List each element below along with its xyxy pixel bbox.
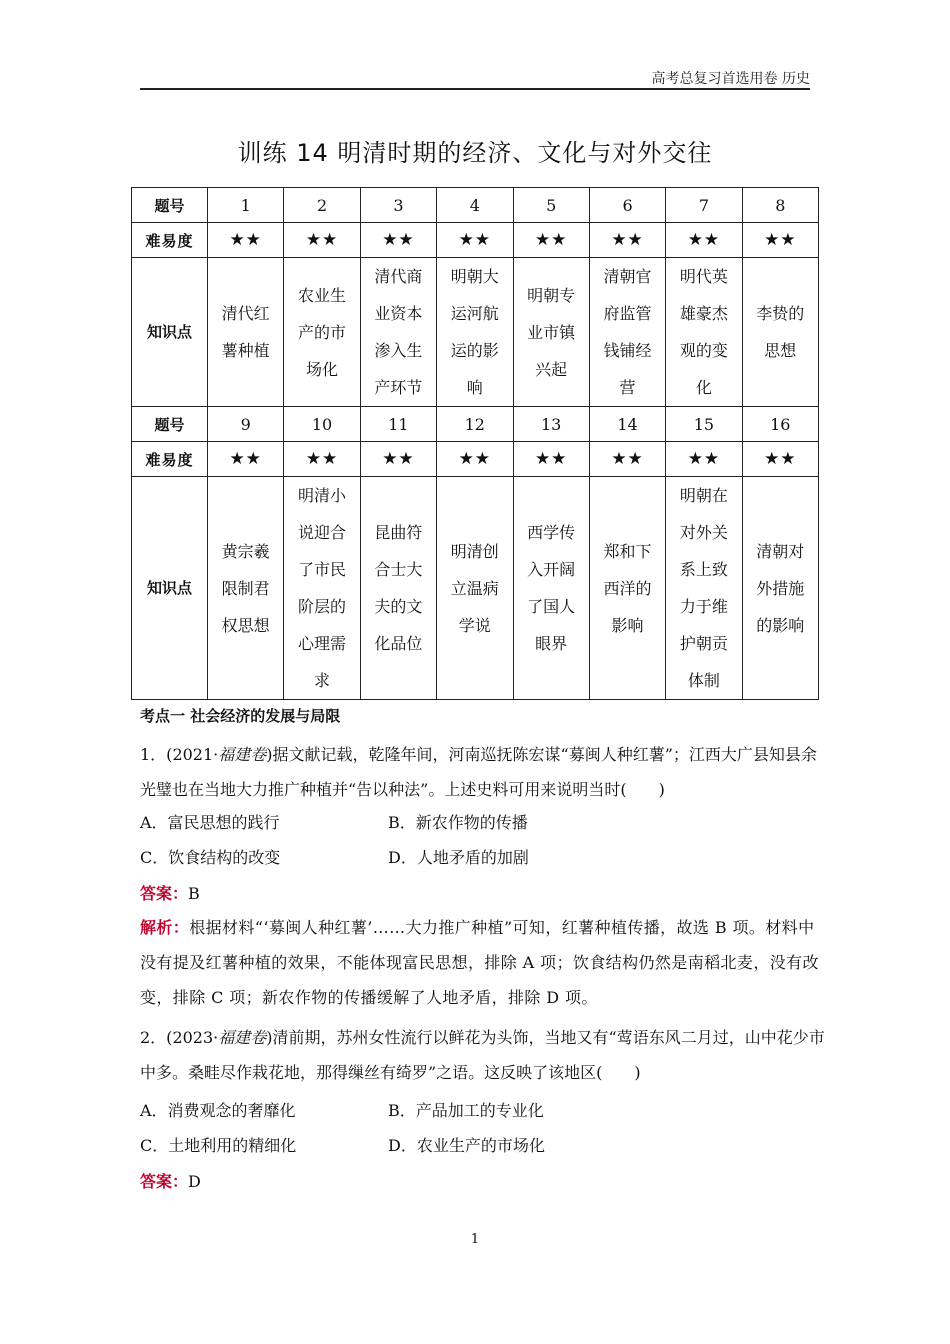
knowledge-point-line: 郑和下 bbox=[603, 541, 652, 561]
knowledge-point-line: 观的变 bbox=[679, 341, 728, 360]
knowledge-point-cell bbox=[589, 258, 665, 407]
knowledge-point-line: 运河航 bbox=[450, 304, 499, 323]
knowledge-point-line: 场化 bbox=[306, 359, 339, 379]
knowledge-point-line: 夫的文 bbox=[374, 597, 423, 616]
knowledge-point-cell bbox=[208, 477, 284, 700]
q2-option-b[interactable]: B．产品加工的专业化 bbox=[388, 1101, 544, 1120]
table-row-knowledge-point bbox=[132, 477, 819, 700]
knowledge-point-line: 的影响 bbox=[756, 615, 805, 635]
knowledge-point-line: 西洋的 bbox=[603, 578, 652, 598]
question-number-cell: 10 bbox=[284, 407, 360, 442]
q2-source: 福建卷 bbox=[218, 1028, 267, 1047]
q2-stem: )清前期，苏州女性流行以鲜花为头饰，当地又有“莺语东风二月过，山中花少市中多。桑畦尽作栽花地，那得缫丝有绮罗”之语。这反映了该地区( ) bbox=[140, 1028, 825, 1082]
question-number-cell: 4 bbox=[437, 188, 513, 223]
label-knowledge-point: 知识点 bbox=[132, 477, 208, 700]
q2-options-row-2 bbox=[140, 1133, 545, 1156]
knowledge-point-cell bbox=[437, 258, 513, 407]
knowledge-point-line: 明朝专 bbox=[527, 285, 576, 305]
knowledge-point-line: 说迎合 bbox=[298, 523, 347, 542]
knowledge-point-line: 力于维 bbox=[679, 597, 728, 616]
label-question-number: 题号 bbox=[132, 188, 208, 223]
knowledge-point-line: 眼界 bbox=[535, 634, 568, 653]
knowledge-point-line: 渗入生 bbox=[374, 341, 423, 360]
q1-option-d[interactable]: D．人地矛盾的加剧 bbox=[388, 848, 529, 867]
q2-num: 2．( bbox=[140, 1028, 173, 1047]
knowledge-point-line: 了国人 bbox=[527, 597, 576, 616]
knowledge-point-line: 运的影 bbox=[450, 341, 499, 360]
question-number-cell: 14 bbox=[589, 407, 665, 442]
knowledge-point-line: 昆曲符 bbox=[374, 523, 423, 542]
knowledge-point-cell bbox=[742, 258, 818, 407]
q1-explanation bbox=[140, 910, 830, 1015]
knowledge-point-line: 外措施 bbox=[756, 578, 805, 598]
running-header: 高考总复习首选用卷 历史 bbox=[651, 71, 810, 87]
page-title: 训练 14 明清时期的经济、文化与对外交往 bbox=[237, 139, 713, 167]
q2-option-c[interactable]: C．土地利用的精细化 bbox=[140, 1136, 297, 1155]
question-number-cell: 6 bbox=[589, 188, 665, 223]
difficulty-stars-cell: ★★ bbox=[589, 442, 665, 477]
question-number-cell: 7 bbox=[666, 188, 742, 223]
knowledge-point-line: 护朝贡 bbox=[679, 634, 728, 653]
question-1 bbox=[140, 737, 830, 807]
knowledge-point-line: 清代红 bbox=[221, 304, 270, 323]
q2-year: 2023· bbox=[172, 1028, 219, 1047]
knowledge-point-line: 思想 bbox=[764, 341, 797, 360]
difficulty-stars-cell: ★★ bbox=[437, 442, 513, 477]
difficulty-stars-cell: ★★ bbox=[513, 223, 589, 258]
q1-source: 福建卷 bbox=[218, 745, 267, 764]
difficulty-stars-cell: ★★ bbox=[742, 442, 818, 477]
knowledge-point-line: 清朝官 bbox=[603, 267, 652, 286]
q1-explanation-label: 解析： bbox=[140, 918, 190, 937]
header-rule bbox=[140, 88, 810, 90]
knowledge-point-line: 明清创 bbox=[450, 541, 499, 561]
knowledge-point-line: 产环节 bbox=[374, 378, 423, 397]
question-number-cell: 3 bbox=[360, 188, 436, 223]
knowledge-point-line: 李贽的 bbox=[756, 304, 805, 323]
q1-answer-value: B bbox=[188, 884, 200, 903]
difficulty-stars-cell: ★★ bbox=[742, 223, 818, 258]
knowledge-point-line: 西学传 bbox=[527, 523, 576, 542]
knowledge-point-line: 权思想 bbox=[221, 615, 270, 635]
q2-answer-value: D bbox=[188, 1172, 201, 1191]
difficulty-stars-cell: ★★ bbox=[284, 442, 360, 477]
q1-num: 1．( bbox=[140, 745, 173, 764]
q1-answer bbox=[140, 881, 200, 904]
knowledge-point-line: 业资本 bbox=[374, 304, 423, 323]
q1-explanation-text: 根据材料“‘募闽人种红薯’……大力推广种植”可知，红薯种植传播，故选 B 项。材料中没有提及红薯种植的效果，不能体现富民思想，排除 A 项；饮食结构仍然是南稻北麦，没有改变，排除 C 项；新农作物的传播缓解了人地矛盾，排除 D 项。 bbox=[140, 918, 819, 1007]
knowledge-point-line: 化品位 bbox=[374, 634, 423, 653]
q2-option-d[interactable]: D．农业生产的市场化 bbox=[388, 1136, 545, 1155]
question-number-cell: 2 bbox=[284, 188, 360, 223]
q2-answer-label: 答案： bbox=[140, 1172, 189, 1191]
knowledge-point-line: 明朝大 bbox=[450, 267, 499, 286]
q1-option-c[interactable]: C．饮食结构的改变 bbox=[140, 848, 281, 867]
knowledge-point-line: 薯种植 bbox=[221, 341, 270, 360]
knowledge-point-line: 钱铺经 bbox=[603, 341, 652, 360]
knowledge-point-line: 立温病 bbox=[450, 578, 499, 598]
knowledge-point-line: 产的市 bbox=[298, 322, 347, 342]
knowledge-point-line: 影响 bbox=[611, 615, 644, 635]
knowledge-point-line: 营 bbox=[619, 378, 636, 397]
knowledge-point-line: 明代英 bbox=[679, 267, 728, 286]
knowledge-point-cell bbox=[666, 477, 742, 700]
label-knowledge-point: 知识点 bbox=[132, 258, 208, 407]
question-number-cell: 5 bbox=[513, 188, 589, 223]
knowledge-point-line: 限制君 bbox=[221, 578, 270, 598]
difficulty-stars-cell: ★★ bbox=[513, 442, 589, 477]
q1-options-row-2 bbox=[140, 845, 529, 868]
q1-option-b[interactable]: B．新农作物的传播 bbox=[388, 813, 528, 832]
difficulty-stars-cell: ★★ bbox=[437, 223, 513, 258]
table-row-number bbox=[132, 188, 819, 223]
table-row-difficulty bbox=[132, 223, 819, 258]
label-question-number: 题号 bbox=[132, 407, 208, 442]
knowledge-point-line: 雄豪杰 bbox=[679, 304, 728, 323]
knowledge-point-line: 清代商 bbox=[374, 267, 423, 286]
knowledge-point-line: 兴起 bbox=[535, 359, 568, 379]
knowledge-point-cell bbox=[666, 258, 742, 407]
difficulty-stars-cell: ★★ bbox=[208, 223, 284, 258]
difficulty-stars-cell: ★★ bbox=[589, 223, 665, 258]
knowledge-point-cell bbox=[208, 258, 284, 407]
question-number-cell: 13 bbox=[513, 407, 589, 442]
difficulty-stars-cell: ★★ bbox=[208, 442, 284, 477]
difficulty-stars-cell: ★★ bbox=[284, 223, 360, 258]
label-difficulty: 难易度 bbox=[132, 223, 208, 258]
knowledge-point-table bbox=[131, 187, 819, 700]
q1-options-row-1 bbox=[140, 810, 528, 833]
knowledge-point-line: 了市民 bbox=[298, 560, 347, 579]
q1-stem: )据文献记载，乾隆年间，河南巡抚陈宏谋“募闽人种红薯”；江西大广县知县余光璧也在当地大力推广种植并“告以种法”。上述史料可用来说明当时( ) bbox=[140, 745, 817, 799]
question-2 bbox=[140, 1020, 830, 1090]
q2-answer bbox=[140, 1169, 201, 1192]
question-number-cell: 12 bbox=[437, 407, 513, 442]
section-heading: 考点一 社会经济的发展与局限 bbox=[140, 707, 341, 725]
knowledge-point-line: 业市镇 bbox=[527, 322, 576, 342]
knowledge-point-line: 清朝对 bbox=[756, 541, 805, 561]
knowledge-point-line: 体制 bbox=[687, 671, 720, 690]
q2-option-a[interactable]: A．消费观念的奢靡化 bbox=[140, 1101, 296, 1120]
knowledge-point-cell bbox=[284, 258, 360, 407]
knowledge-point-cell bbox=[284, 477, 360, 700]
q1-year: 2021· bbox=[172, 745, 219, 764]
knowledge-point-cell bbox=[742, 477, 818, 700]
difficulty-stars-cell: ★★ bbox=[360, 442, 436, 477]
knowledge-point-line: 黄宗羲 bbox=[221, 541, 270, 561]
question-number-cell: 1 bbox=[208, 188, 284, 223]
knowledge-point-line: 系上致 bbox=[679, 560, 728, 579]
question-number-cell: 11 bbox=[360, 407, 436, 442]
knowledge-point-line: 阶层的 bbox=[298, 597, 347, 616]
knowledge-point-line: 响 bbox=[466, 378, 483, 397]
knowledge-point-line: 求 bbox=[314, 671, 331, 690]
knowledge-point-cell bbox=[513, 258, 589, 407]
table-row-difficulty bbox=[132, 442, 819, 477]
difficulty-stars-cell: ★★ bbox=[666, 223, 742, 258]
question-number-cell: 16 bbox=[742, 407, 818, 442]
knowledge-point-line: 明朝在 bbox=[679, 486, 728, 505]
knowledge-point-cell bbox=[437, 477, 513, 700]
knowledge-point-line: 明清小 bbox=[298, 486, 347, 505]
label-difficulty: 难易度 bbox=[132, 442, 208, 477]
knowledge-point-cell bbox=[589, 477, 665, 700]
difficulty-stars-cell: ★★ bbox=[666, 442, 742, 477]
q2-options-row-1 bbox=[140, 1098, 544, 1121]
knowledge-point-line: 对外关 bbox=[679, 523, 728, 542]
knowledge-point-cell bbox=[513, 477, 589, 700]
knowledge-point-line: 学说 bbox=[458, 615, 491, 635]
q1-option-a[interactable]: A．富民思想的践行 bbox=[140, 813, 280, 832]
knowledge-point-line: 合士大 bbox=[374, 560, 423, 579]
knowledge-point-cell bbox=[360, 477, 436, 700]
question-number-cell: 8 bbox=[742, 188, 818, 223]
q1-answer-label: 答案： bbox=[140, 884, 189, 903]
table-row-number bbox=[132, 407, 819, 442]
knowledge-point-line: 化 bbox=[695, 378, 712, 397]
knowledge-point-line: 心理需 bbox=[298, 634, 347, 653]
difficulty-stars-cell: ★★ bbox=[360, 223, 436, 258]
table-row-knowledge-point bbox=[132, 258, 819, 407]
knowledge-point-line: 府监管 bbox=[603, 304, 652, 323]
page-number: 1 bbox=[470, 1232, 480, 1247]
knowledge-point-cell bbox=[360, 258, 436, 407]
knowledge-point-line: 农业生 bbox=[298, 285, 347, 305]
question-number-cell: 9 bbox=[208, 407, 284, 442]
question-number-cell: 15 bbox=[666, 407, 742, 442]
knowledge-point-line: 入开阔 bbox=[527, 560, 576, 579]
